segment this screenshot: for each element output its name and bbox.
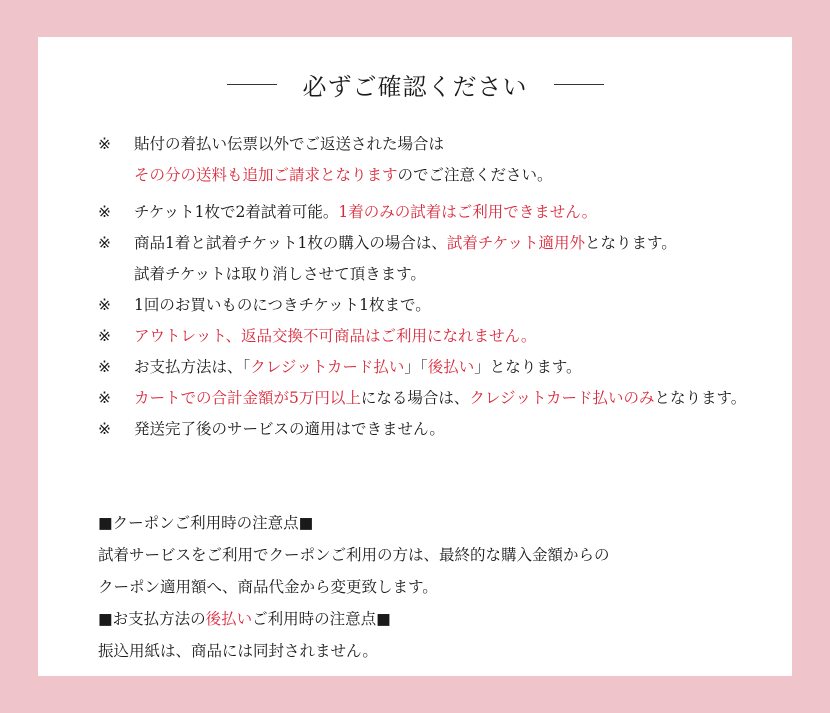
note-text: 試着チケットは取り消しさせて頂きます。 bbox=[134, 265, 426, 283]
note-warning: その分の送料も追加ご請求となります bbox=[134, 166, 398, 184]
note-text: 」「 bbox=[404, 358, 428, 376]
note-text: 貼付の着払い伝票以外でご返送された場合は bbox=[134, 135, 445, 153]
deferred-payment-title bbox=[98, 603, 788, 635]
note-mark: ※ bbox=[98, 234, 111, 252]
note-warning: クレジットカード払い bbox=[250, 358, 405, 376]
note-ticket-purchase bbox=[98, 228, 788, 259]
note-payment-methods bbox=[98, 352, 788, 383]
note-mark: ※ bbox=[98, 389, 111, 407]
note-warning: 試着チケット適用外 bbox=[446, 234, 585, 252]
note-mark: ※ bbox=[98, 327, 111, 345]
note-after-shipping bbox=[98, 414, 788, 445]
note-warning: 1着のみの試着はご利用できません。 bbox=[338, 203, 598, 221]
page-title: 必ずご確認ください bbox=[302, 73, 528, 101]
note-text: 」となります。 bbox=[474, 358, 582, 376]
note-text: 発送完了後のサービスの適用はできません。 bbox=[134, 420, 445, 438]
section-title-text: ■お支払方法の bbox=[98, 610, 206, 628]
note-warning: カートでの合計金額が5万円以上 bbox=[134, 389, 361, 407]
note-mark: ※ bbox=[98, 296, 111, 314]
heading-rule-left bbox=[227, 84, 277, 85]
note-warning: 後払い bbox=[427, 358, 475, 376]
notes-list bbox=[98, 129, 788, 445]
note-text: 1回のお買いものにつきチケット1枚まで。 bbox=[134, 296, 431, 314]
deferred-payment-line: 振込用紙は、商品には同封されません。 bbox=[98, 642, 378, 660]
note-return-shipping-cont bbox=[98, 160, 788, 191]
coupon-section bbox=[98, 507, 788, 667]
note-mark: ※ bbox=[98, 358, 111, 376]
note-ticket-purchase-cont bbox=[98, 259, 788, 290]
note-cart-total bbox=[98, 383, 788, 414]
note-warning: クレジットカード払いのみ bbox=[469, 389, 655, 407]
note-text: になる場合は、 bbox=[360, 389, 470, 407]
note-ticket-two-items bbox=[98, 197, 788, 228]
heading-rule-right bbox=[554, 84, 604, 85]
section-title-text: ご利用時の注意点■ bbox=[252, 610, 391, 628]
coupon-line: 試着サービスをご利用でクーポンご利用の方は、最終的な購入金額からの bbox=[98, 546, 610, 564]
notice-heading bbox=[38, 67, 792, 102]
note-text: 商品1着と試着チケット1枚の購入の場合は、 bbox=[134, 234, 447, 252]
note-one-ticket bbox=[98, 290, 788, 321]
note-return-shipping bbox=[98, 129, 788, 160]
coupon-title: ■クーポンご利用時の注意点■ bbox=[98, 514, 314, 532]
note-mark: ※ bbox=[98, 420, 111, 438]
note-mark: ※ bbox=[98, 135, 111, 153]
section-title-warning: 後払い bbox=[205, 610, 253, 628]
note-text: チケット1枚で2着試着可能。 bbox=[134, 203, 339, 221]
note-mark: ※ bbox=[98, 203, 111, 221]
note-outlet bbox=[98, 321, 788, 352]
note-warning: アウトレット、返品交換不可商品はご利用になれません。 bbox=[134, 327, 537, 345]
coupon-line: クーポン適用額へ、商品代金から変更致します。 bbox=[98, 578, 438, 596]
notice-card bbox=[38, 37, 792, 676]
note-text: となります。 bbox=[584, 234, 677, 252]
note-text: のでご注意ください。 bbox=[397, 166, 553, 184]
note-text: となります。 bbox=[654, 389, 747, 407]
note-text: お支払方法は、「 bbox=[134, 358, 251, 376]
